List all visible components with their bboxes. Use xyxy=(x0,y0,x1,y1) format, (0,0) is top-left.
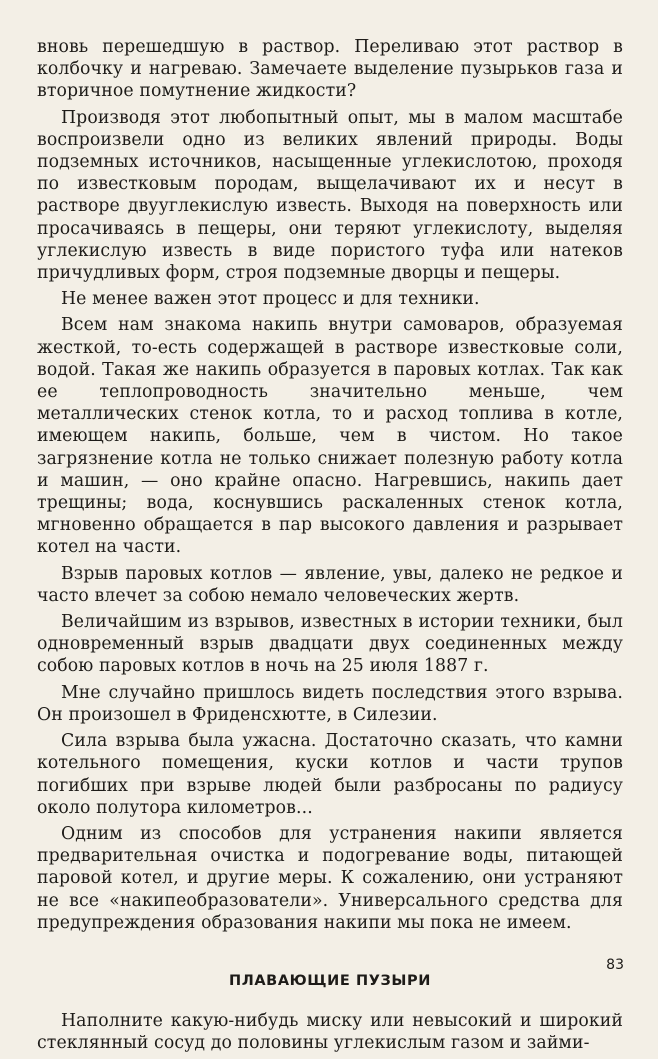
paragraph-greatest-explosion: Величайшим из взрывов, известных в истории техники, был одновременный взрыв двадцати двух соединенных между собою паровых котлов в ночь на 25 июля 1887 г. xyxy=(37,612,623,677)
paragraph-scale: Всем нам знакома накипь внутри самоваров, образуемая жесткой, то-есть содержащей в растворе известковые соли, водой. Такая же накипь образуется в паровых котлах. Так как ее теплопроводность значительно меньше, чем металлических стенок котла, то и расход топлива в котле, имеющем накипь, больше, чем в чистом. Но такое загрязнение котла не только снижает полезную работу котла и машин, — оно крайне опасно. Нагревшись, накипь дает трещины; вода, коснувшись раскаленных стенок котла, мгновенно обращается в пар высокого давления и разрывает котел на части. xyxy=(37,315,623,558)
page-body xyxy=(37,36,623,1059)
paragraph-experiment: Производя этот любопытный опыт, мы в малом масштабе воспроизвели одно из великих явлений природы. Воды подземных источников, насыщенные углекислотою, проходя по известковым породам, выщелачивают их и несут в растворе двууглекислую известь. Выходя на поверхность или просачиваясь в пещеры, они теряют углекислоту, выделяя углекислую известь в виде пористого туфа или натеков причудливых форм, строя подземные дворцы и пещеры. xyxy=(37,107,623,284)
paragraph-continuation: вновь перешедшую в раствор. Переливаю этот раствор в колбочку и нагреваю. Замечаете выделение пузырьков газа и вторичное помутнение жидкости? xyxy=(37,37,623,102)
paragraph-prevention: Одним из способов для устранения накипи является предварительная очистка и подогревание воды, питающей паровой котел, и другие меры. К сожалению, они устраняют не все «накипеобразователи». Универсального средства для предупреждения образования накипи мы пока не имеем. xyxy=(37,823,623,933)
paragraph-technique: Не менее важен этот процесс и для техники. xyxy=(61,289,480,310)
paragraph-witness: Мне случайно пришлось видеть последствия этого взрыва. Он произошел в Фриденсхютте, в Силезии. xyxy=(37,682,623,725)
section-heading: ПЛАВАЮЩИЕ ПУЗЫРИ xyxy=(228,972,431,989)
paragraph-section-start: Наполните какую-нибудь миску или невысокий и широкий стеклянный сосуд до половины углекислым газом и займи- xyxy=(37,1011,623,1054)
paragraph-explosion: Взрыв паровых котлов — явление, увы, далеко не редкое и часто влечет за собою немало человеческих жертв. xyxy=(37,563,623,606)
paragraph-force: Сила взрыва была ужасна. Достаточно сказать, что камни котельного помещения, куски котлов и части трупов погибших при взрыве людей были разбросаны по радиусу около полутора километров... xyxy=(37,731,623,818)
page-number: 83 xyxy=(606,957,624,973)
